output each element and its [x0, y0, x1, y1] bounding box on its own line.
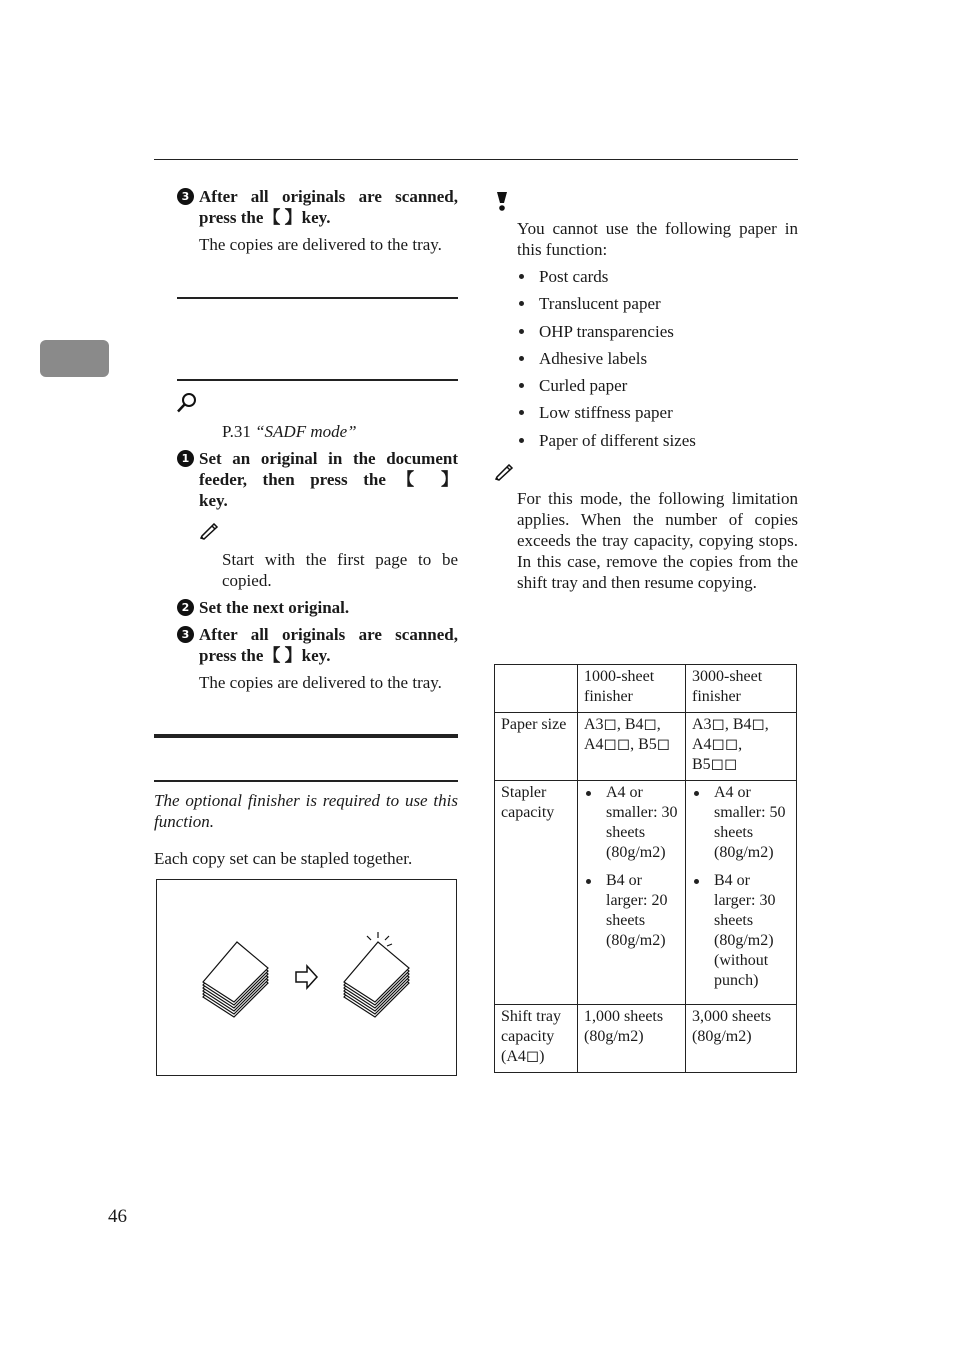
list-item: Paper of different sizes — [517, 430, 696, 457]
list-item: Translucent paper — [517, 293, 696, 320]
important-icon — [494, 190, 510, 212]
table-cell: A3◻, B4◻, A4◻◻, B5◻ — [578, 713, 686, 781]
section-rule — [177, 379, 458, 381]
table-cell — [495, 665, 578, 713]
row-label: Shift tray capacity (A4◻) — [495, 1005, 578, 1073]
note-text: For this mode, the following limitation applies. When the number of copies exceeds the tray capacity, copying stops. In this case, remove the copies from the shift tray and then resume copying. — [517, 489, 798, 592]
finisher-spec-table — [494, 664, 797, 1073]
table-header: 3000-sheet finisher — [686, 665, 797, 713]
step-heading: Set the next original. — [199, 598, 350, 617]
list-item: Adhesive labels — [517, 348, 696, 375]
limitation-intro: You cannot use the following paper in this function: — [517, 219, 798, 259]
step-number-2: 2 — [177, 599, 194, 616]
list-item: Curled paper — [517, 375, 696, 402]
table-row — [495, 1005, 797, 1073]
note-text: Start with the first page to be copied. — [222, 550, 458, 590]
list-item: B4 or larger: 20 sheets (80g/m2) — [584, 871, 680, 951]
table-cell: 3,000 sheets (80g/m2) — [686, 1005, 797, 1073]
list-item: Post cards — [517, 266, 696, 293]
limitation-list — [517, 266, 696, 457]
reference-icon — [176, 392, 198, 414]
chapter-tab — [40, 340, 109, 377]
note-icon — [199, 523, 219, 541]
table-row — [495, 781, 797, 1005]
list-item: B4 or larger: 30 sheets (80g/m2)(without punch) — [692, 871, 791, 991]
section-rule-thick — [154, 734, 458, 738]
step-number-3: 3 — [177, 188, 194, 205]
staple-description: Each copy set can be stapled together. — [154, 849, 413, 868]
note-icon — [494, 464, 514, 482]
step-heading: After all originals are scanned, press the【 】key. — [199, 187, 458, 227]
list-item: Low stiffness paper — [517, 402, 696, 429]
list-item: A4 or smaller: 50 sheets (80g/m2) — [692, 783, 791, 863]
reference-link[interactable]: P.31 “SADF mode” — [222, 422, 357, 441]
row-label: Paper size — [495, 713, 578, 781]
table-cell: A3◻, B4◻, A4◻◻, B5◻◻ — [686, 713, 797, 781]
step-body: The copies are delivered to the tray. — [199, 235, 442, 254]
step-body: The copies are delivered to the tray. — [199, 673, 442, 692]
staple-diagram — [157, 880, 456, 1075]
table-row — [495, 665, 797, 713]
step-heading: After all originals are scanned, press the【 】key. — [199, 625, 458, 665]
step-heading: Set an original in the document feeder, then press the【 】 key. — [199, 449, 458, 510]
page-number: 46 — [108, 1206, 127, 1227]
section-rule — [154, 780, 458, 782]
table-cell — [686, 781, 797, 1005]
requirement-note: The optional finisher is required to use this function. — [154, 791, 458, 831]
table-cell — [578, 781, 686, 1005]
section-rule — [177, 297, 458, 299]
table-cell: 1,000 sheets (80g/m2) — [578, 1005, 686, 1073]
list-item: OHP transparencies — [517, 321, 696, 348]
list-item: A4 or smaller: 30 sheets (80g/m2) — [584, 783, 680, 863]
table-row — [495, 713, 797, 781]
staple-illustration — [156, 879, 457, 1076]
step-number-1: 1 — [177, 450, 194, 467]
header-rule — [154, 159, 798, 160]
step-number-3: 3 — [177, 626, 194, 643]
table-header: 1000-sheet finisher — [578, 665, 686, 713]
row-label: Stapler capacity — [495, 781, 578, 1005]
